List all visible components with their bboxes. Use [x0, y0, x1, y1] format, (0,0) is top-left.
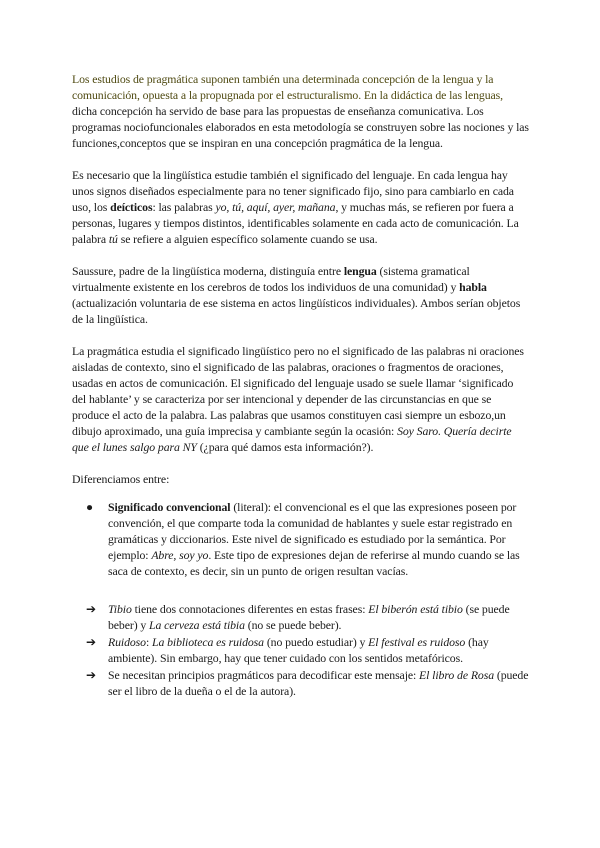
paragraph-2-text: , y muchas más, se refieren por fuera a personas, lugares y tiempos distintos, identificables solamente en cada acto de comunicación. La palabra [72, 200, 519, 246]
paragraph-4-text: La pragmática estudia el significado lingüístico pero no el significado de las palabras ni oraciones aisladas de contexto, sino el significado de las palabras, oraciones o fragmentos de oraciones, usadas en actos de comunicación. El significado del lenguaje usado se suele llamar ‘significado del hablante’ y se caracteriza por ser intencional y depender de las circunstancias en que se produce el acto de la palabra. Las palabras que usamos constituyen casi siempre un esbozo,un dibujo aproximado, una guía imprecisa y cambiante según la ocasión: [72, 344, 524, 438]
arrow-text: tiene dos connotaciones diferentes en estas frases: [131, 602, 369, 616]
example-sentence: La cerveza está tibia [149, 618, 245, 632]
paragraph-2 [72, 167, 530, 247]
bullet-text: . Este tipo de expresiones dejan de referirse al mundo cuando se las saca de contexto, es decir, sin un punto de origen resultan vacías. [108, 548, 520, 578]
example-sentence: El libro de Rosa [419, 668, 495, 682]
term-significado-convencional: Significado convencional [108, 500, 231, 514]
arrow-text: (no se puede beber). [244, 618, 342, 632]
arrow-text: Se necesitan principios pragmáticos para decodificar este mensaje: [108, 668, 420, 682]
bullet-icon: ● [86, 500, 94, 514]
paragraph-3-text: Saussure, padre de la lingüística moderna, distinguía entre [72, 264, 344, 278]
arrow-icon: ➔ [86, 635, 96, 649]
paragraph-2-text: : las palabras [152, 200, 216, 214]
paragraph-4-text: (¿para qué damos esta información?). [196, 440, 374, 454]
paragraph-1 [72, 71, 530, 151]
paragraph-3-text: (sistema gramatical virtualmente existente en los cerebros de todos los individuos de una comunidad) y [72, 264, 470, 294]
arrow-text: : [145, 635, 152, 649]
document-body [72, 71, 530, 700]
example-abre: Abre, soy yo [151, 548, 209, 562]
term-habla: habla [459, 280, 487, 294]
arrow-text: (puede ser el libro de la dueña o el de la autora). [108, 668, 529, 698]
bullet-item-significado-convencional [72, 499, 530, 579]
term-lengua: lengua [343, 264, 377, 278]
example-sentence: El festival es ruidoso [368, 635, 466, 649]
arrow-item-libro-rosa [72, 667, 530, 699]
example-word: Ruidoso [108, 635, 146, 649]
bullet-text: (literal): el convencional es el que las expresiones poseen por convención, el que comparte toda la comunidad de hablantes y suele estar registrado en gramáticas y diccionarios. Este nivel de significado es estudiado por la semántica. Por ejemplo: [108, 500, 517, 562]
arrow-list [72, 601, 530, 699]
example-quote: Soy Saro. Quería decirte que el lunes salgo para NY [72, 424, 512, 454]
paragraph-2-text: Es necesario que la lingüística estudie también el significado del lenguaje. En cada lengua hay unos signos diseñados especialmente para no tener significado fijo, sino para cambiarlo en cada uso, los [72, 168, 514, 214]
paragraph-3 [72, 263, 530, 327]
arrow-text: (hay ambiente). Sin embargo, hay que tener cuidado con los sentidos metafóricos. [108, 635, 489, 665]
example-sentence: La biblioteca es ruidosa [152, 635, 264, 649]
term-deicticos: deícticos [110, 200, 153, 214]
paragraph-1-highlighted: Los estudios de pragmática suponen también una determinada concepción de la lengua y la comunicación, opuesta a la propugnada por el estructuralismo. En la didáctica de las lenguas, [72, 72, 503, 102]
list-intro: Diferenciamos entre: [72, 472, 170, 486]
arrow-item-tibio [72, 601, 530, 633]
arrow-icon: ➔ [86, 602, 96, 616]
example-tu: tú [108, 232, 118, 246]
paragraph-3-text: (actualización voluntaria de ese sistema en actos lingüísticos individuales). Ambos serían objetos de la lingüística. [72, 296, 521, 326]
example-word: Tibio [108, 602, 132, 616]
paragraph-1-text: dicha concepción ha servido de base para las propuestas de enseñanza comunicativa. Los programas nociofuncionales elaborados en esta metodología se construyen sobre las nociones y las funciones,conceptos que se inspiran en una concepción pragmática de la lengua. [72, 104, 529, 150]
example-words: yo, tú, aquí, ayer, mañana [215, 200, 336, 214]
arrow-item-ruidoso [72, 634, 530, 666]
arrow-text: (no puedo estudiar) y [263, 635, 369, 649]
paragraph-4 [72, 343, 530, 455]
arrow-icon: ➔ [86, 668, 96, 682]
example-sentence: El biberón está tibio [368, 602, 463, 616]
arrow-text: (se puede beber) y [108, 602, 510, 632]
paragraph-2-text: se refiere a alguien específico solamente cuando se usa. [117, 232, 378, 246]
